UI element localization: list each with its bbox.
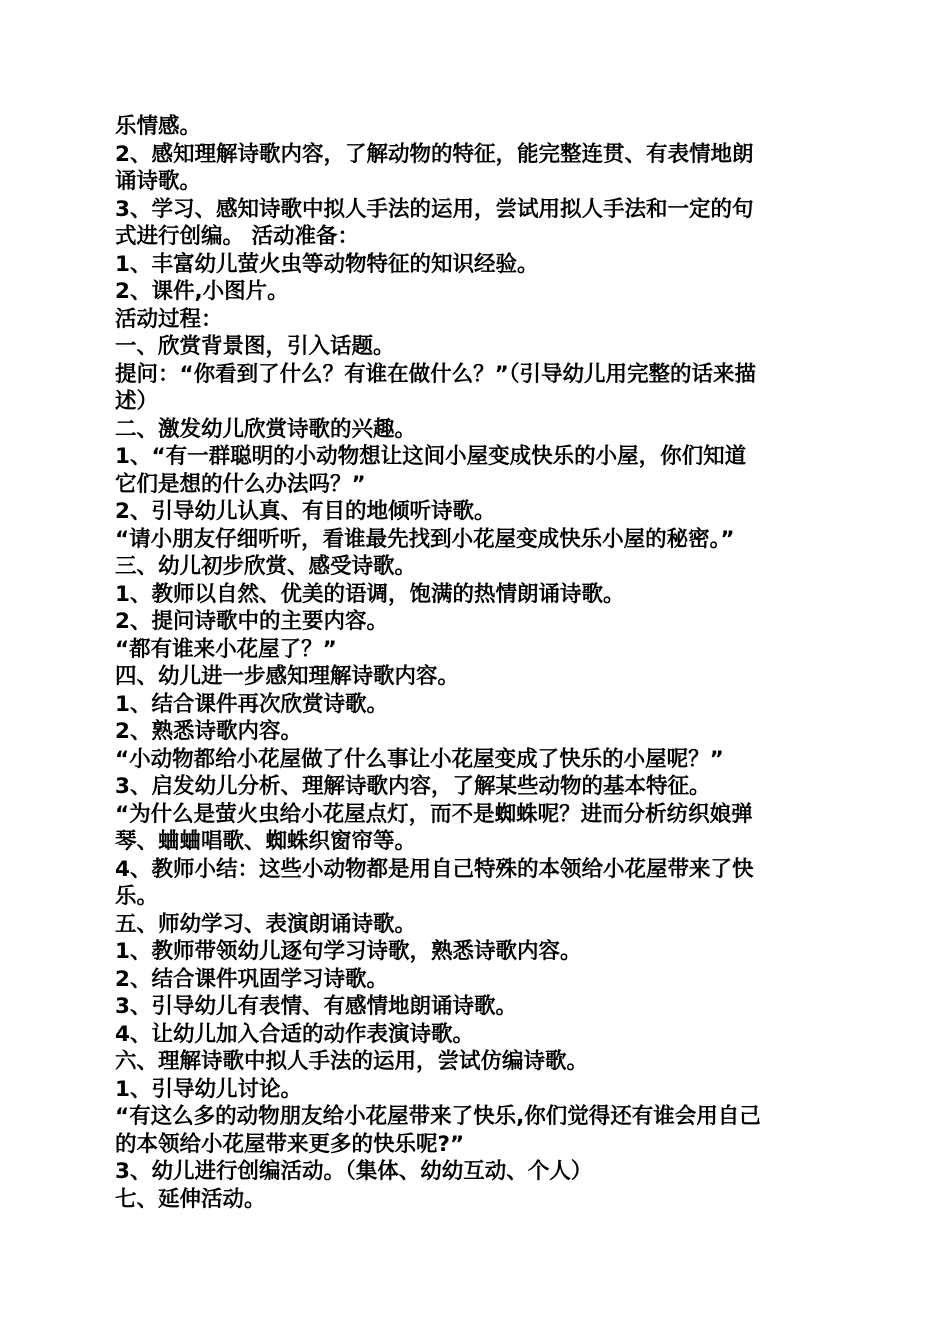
text-line: 乐。 [115,884,159,909]
text-line: 4、让幼儿加入合适的动作表演诗歌。 [115,1021,474,1047]
text-line: 3、引导幼儿有表情、有感情地朗诵诗歌。 [115,994,517,1019]
text-line: 1、引导幼儿讨论。 [115,1076,302,1102]
text-line: 3、启发幼儿分析、理解诗歌内容，了解某些动物的基本特征。 [115,774,711,799]
text-line: 式进行创编。 活动准备： [115,224,359,249]
section-heading: 活动过程： [115,306,223,332]
text-line: 它们是想的什么办法吗？” [115,471,366,497]
text-line: 的本领给小花屋带来更多的快乐呢?” [115,1131,465,1157]
text-line: 述） [115,389,159,414]
text-line: “都有谁来小花屋了？” [115,636,337,662]
text-line: “为什么是萤火虫给小花屋点灯，而不是蜘蛛呢？进而分析纺织娘弹 [115,801,753,827]
section-heading: 五、师幼学习、表演朗诵诗歌。 [115,911,417,937]
text-line: “有这么多的动物朋友给小花屋带来了快乐,你们觉得还有谁会用自己 [115,1104,761,1129]
document-page [115,113,833,1213]
text-line: 1、“有一群聪明的小动物想让这间小屋变成快乐的小屋，你们知道 [115,444,747,469]
text-line: 1、丰富幼儿萤火虫等动物特征的知识经验。 [115,251,539,277]
text-line: 诵诗歌。 [115,169,202,194]
section-heading: 二、激发幼儿欣赏诗歌的兴趣。 [115,416,417,442]
text-line: 2、结合课件巩固学习诗歌。 [115,966,388,992]
section-heading: 七、延伸活动。 [115,1186,266,1212]
text-line: 2、感知理解诗歌内容，了解动物的特征，能完整连贯、有表情地朗 [115,141,754,167]
text-line: 4、教师小结：这些小动物都是用自己特殊的本领给小花屋带来了快 [115,856,754,882]
text-line: “小动物都给小花屋做了什么事让小花屋变成了快乐的小屋呢？” [115,746,724,772]
section-heading: 三、幼儿初步欣赏、感受诗歌。 [115,554,417,579]
section-heading: 六、理解诗歌中拟人手法的运用，尝试仿编诗歌。 [115,1049,589,1074]
text-line: 1、结合课件再次欣赏诗歌。 [115,691,388,717]
text-line: 3、幼儿进行创编活动。（集体、幼幼互动、个人） [115,1159,593,1184]
text-line: 2、提问诗歌中的主要内容。 [115,609,388,634]
text-line: 1、教师以自然、优美的语调，饱满的热情朗诵诗歌。 [115,581,625,607]
text-line: 琴、蛐蛐唱歌、蜘蛛织窗帘等。 [115,829,417,854]
text-line: 2、熟悉诗歌内容。 [115,719,302,744]
text-line: 2、课件,小图片。 [115,279,289,304]
text-line: 2、引导幼儿认真、有目的地倾听诗歌。 [115,499,496,524]
text-line: “请小朋友仔细听听，看谁最先找到小花屋变成快乐小屋的秘密。” [115,526,735,552]
text-line: 3、学习、感知诗歌中拟人手法的运用，尝试用拟人手法和一定的句 [115,196,754,222]
text-line: 乐情感。 [115,114,202,139]
section-heading: 四、幼儿进一步感知理解诗歌内容。 [115,664,460,689]
section-heading: 一、欣赏背景图，引入话题。 [115,334,395,359]
text-line: 1、教师带领幼儿逐句学习诗歌，熟悉诗歌内容。 [115,939,582,964]
text-line: 提问：“你看到了什么？有谁在做什么？”（引导幼儿用完整的话来描 [115,361,757,387]
